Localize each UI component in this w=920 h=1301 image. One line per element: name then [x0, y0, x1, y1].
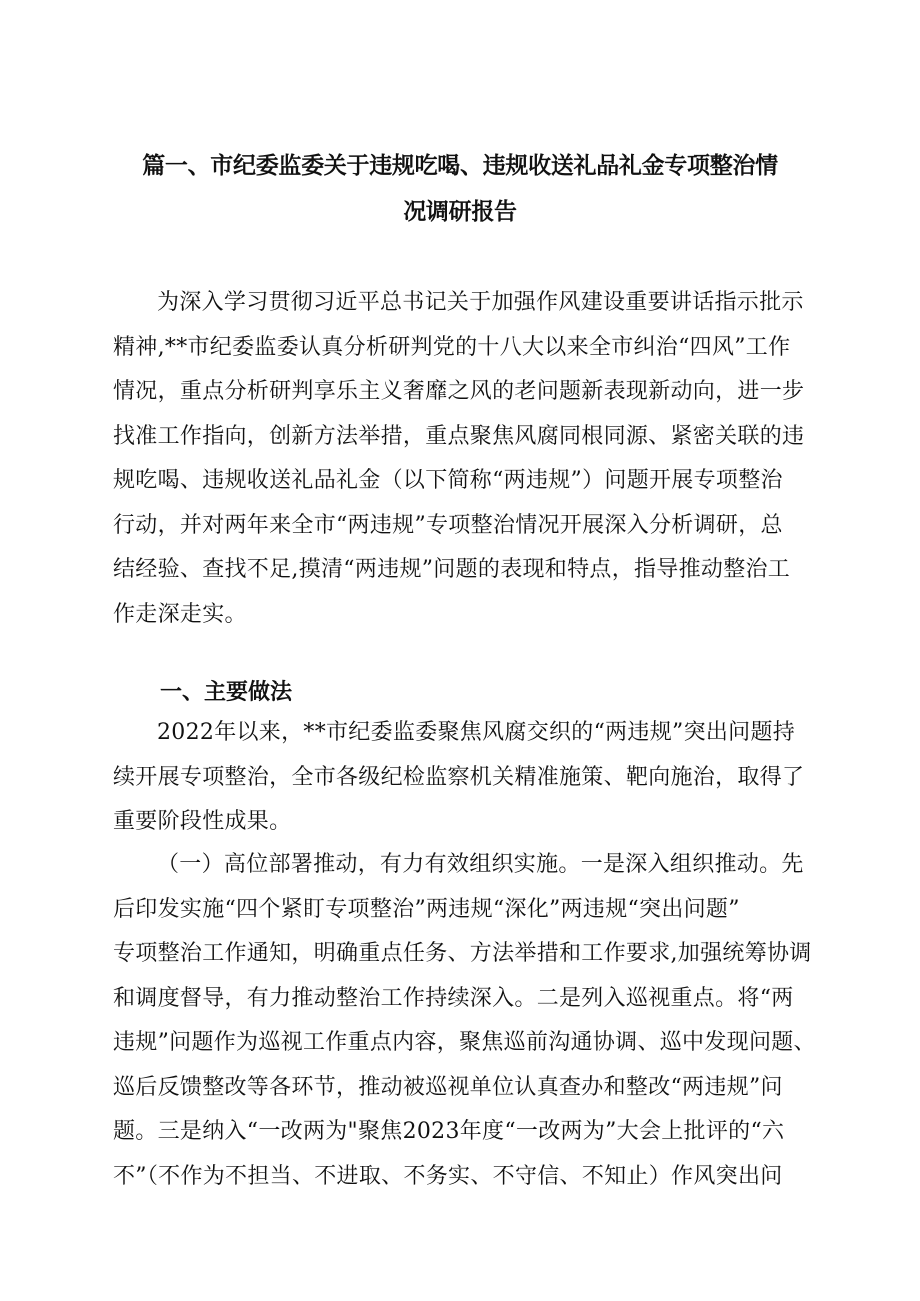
subsection-line: 后印发实施“四个紧盯专项整治”两违规“深化”两违规“突出问题” [113, 896, 740, 922]
section-intro-line: 2022年以来，**市纪委监委聚焦风腐交织的“两违规”突出问题持 [157, 720, 796, 745]
intro-line: 规吃喝、违规收送礼品礼金（以下简称“两违规”）问题开展专项整治 [113, 468, 783, 493]
subsection-line: 题。三是纳入“一改两为"聚焦2023年度“一改两为”大会上批评的“六 [113, 1119, 785, 1144]
intro-line: 精神,**市纪委监委认真分析研判党的十八大以来全市纠治“四风”工作 [113, 334, 791, 360]
intro-line: 为深入学习贯彻习近平总书记关于加强作风建设重要讲话指示批示 [157, 290, 804, 315]
subsection-line: 违规”问题作为巡视工作重点内容，聚焦巡前沟通协调、巡中发现问题、 [113, 1030, 816, 1055]
intro-line: 找准工作指向，创新方法举措，重点聚焦风腐同根同源、紧密关联的违 [113, 423, 805, 449]
subsection-line: （一）高位部署推动，有力有效组织实施。一是深入组织推动。先 [157, 852, 804, 877]
document-title-line-1: 篇一、市纪委监委关于违规吃喝、违规收送礼品礼金专项整治情 [142, 153, 778, 179]
intro-line: 作走深走实。 [113, 601, 247, 627]
intro-line: 行动，并对两年来全市“两违规”专项整治情况开展深入分析调研，总 [113, 512, 783, 538]
subsection-paragraph [113, 843, 843, 1199]
subsection-line: 不”（不作为不担当、不进取、不务实、不守信、不知止）作风突出问 [113, 1163, 783, 1189]
section-intro-line: 重要阶段性成果。 [113, 809, 292, 834]
subsection-line: 和调度督导，有力推动整治工作持续深入。二是列入巡视重点。将“两 [113, 985, 794, 1011]
section-intro-line: 续开展专项整治，全市各级纪检监察机关精准施策、靶向施治，取得了 [113, 764, 805, 790]
section-heading: 一、主要做法 [160, 680, 293, 705]
subsection-line: 专项整治工作通知，明确重点任务、方法举措和工作要求,加强统筹协调 [113, 941, 812, 966]
section-intro-paragraph [113, 711, 843, 845]
document-title-line-2: 况调研报告 [403, 199, 517, 225]
intro-paragraph [113, 281, 843, 637]
subsection-line: 巡后反馈整改等各环节，推动被巡视单位认真查办和整改“两违规”问 [113, 1074, 783, 1100]
intro-line: 结经验、查找不足,摸清“两违规”问题的表现和特点，指导推动整治工 [113, 557, 791, 582]
intro-line: 情况，重点分析研判享乐主义奢靡之风的老问题新表现新动向，进一步 [113, 379, 805, 404]
